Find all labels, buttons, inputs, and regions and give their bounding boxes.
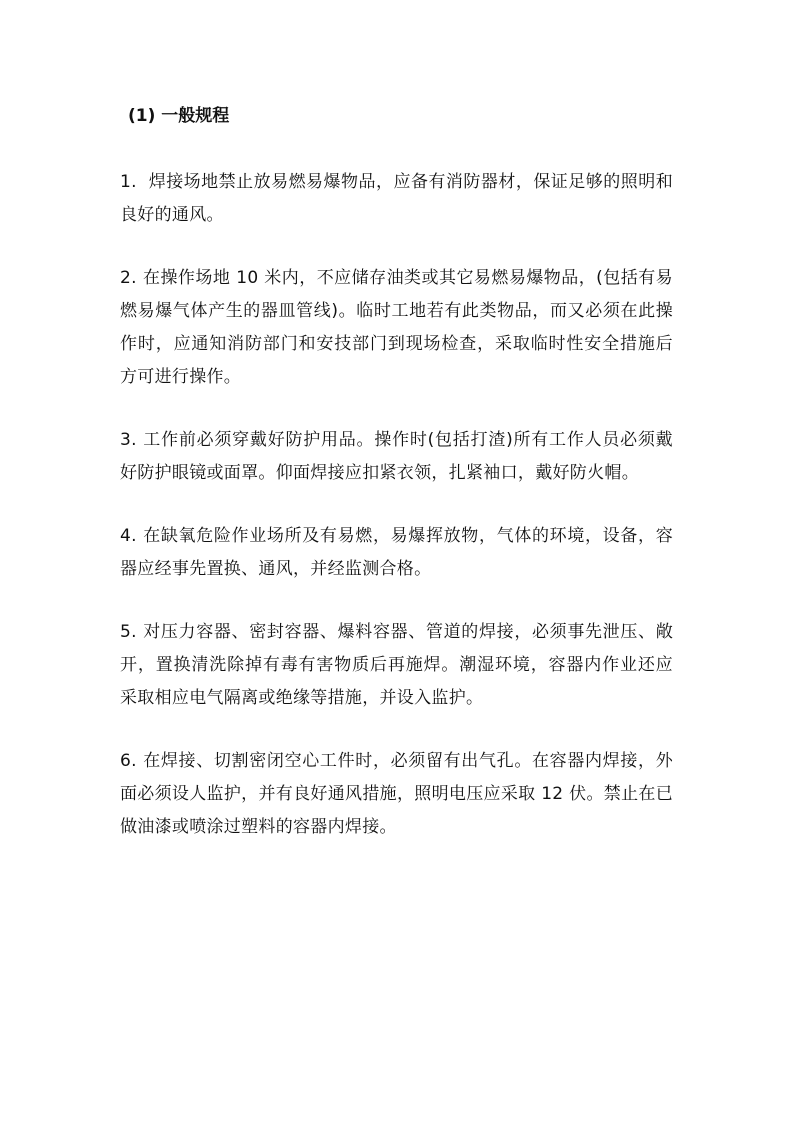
rule-number: 6. xyxy=(120,751,137,771)
rule-text: 在焊接、切割密闭空心工件时，必须留有出气孔。在容器内焊接，外面必须设人监护，并有良好通风措施，照明电压应采取 12 伏。禁止在已做油漆或喷涂过塑料的容器内焊接。 xyxy=(120,751,673,837)
rule-text: 在缺氧危险作业场所及有易燃，易爆挥放物，气体的环境，设备，容器应经事先置换、通风，并经监测合格。 xyxy=(120,526,673,579)
rule-number: 1. xyxy=(120,172,137,192)
rule-paragraph-6 xyxy=(120,745,673,844)
rule-paragraph-3 xyxy=(120,424,673,490)
rule-number: 4. xyxy=(120,526,137,546)
section-heading: (1) 一般规程 xyxy=(128,106,230,126)
rule-number: 2. xyxy=(120,268,137,288)
rule-text: 焊接场地禁止放易燃易爆物品，应备有消防器材，保证足够的照明和良好的通风。 xyxy=(120,172,673,225)
rule-paragraph-1 xyxy=(120,166,673,232)
rule-paragraph-4 xyxy=(120,520,673,586)
rule-text: 对压力容器、密封容器、爆料容器、管道的焊接，必须事先泄压、敞开，置换清洗除掉有毒有害物质后再施焊。潮湿环境，容器内作业还应采取相应电气隔离或绝缘等措施，并设入监护。 xyxy=(120,622,673,708)
rule-number: 3. xyxy=(120,430,137,450)
rule-text: 工作前必须穿戴好防护用品。操作时(包括打渣)所有工作人员必须戴好防护眼镜或面罩。仰面焊接应扣紧衣领，扎紧袖口，戴好防火帽。 xyxy=(120,430,673,483)
rule-paragraph-2 xyxy=(120,262,673,394)
rule-text: 在操作场地 10 米内，不应储存油类或其它易燃易爆物品，(包括有易燃易爆气体产生的器皿管线)。临时工地若有此类物品，而又必须在此操作时，应通知消防部门和安技部门到现场检查，采取临时性安全措施后方可进行操作。 xyxy=(120,268,673,387)
rule-paragraph-5 xyxy=(120,616,673,715)
rule-number: 5. xyxy=(120,622,137,642)
